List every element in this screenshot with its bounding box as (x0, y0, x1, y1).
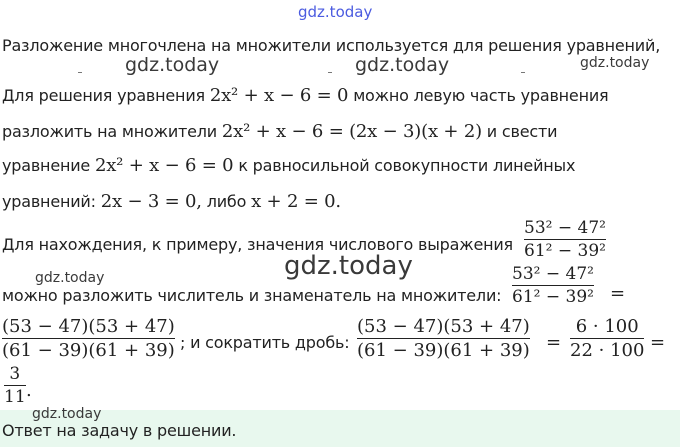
fraction-bar (4, 385, 26, 386)
para1-line2 (2, 85, 608, 106)
fraction-bar (2, 338, 175, 339)
fraction-numerator: 6 · 100 (575, 316, 639, 337)
line3-suffix: и свести (486, 122, 558, 141)
para2-line2: можно разложить числитель и знаменатель на множители: (2, 286, 502, 305)
fraction-result (4, 364, 26, 407)
fraction-bar (524, 239, 606, 240)
equation-5: x + 2 = 0. (251, 191, 341, 212)
fraction-expression-2 (512, 264, 594, 307)
fraction-factored-2 (357, 316, 530, 361)
final-period: . (26, 380, 32, 401)
line3-prefix: разложить на множители (2, 122, 218, 141)
fraction-denominator: 61² − 39² (512, 287, 594, 307)
decor-dash (328, 72, 332, 73)
fraction-numerator: (53 − 47)(53 + 47) (2, 316, 175, 337)
line2-prefix: Для решения уравнения (2, 86, 205, 105)
answer-text: Ответ на задачу в решении. (2, 421, 237, 440)
fraction-denominator: 11 (4, 387, 26, 407)
fraction-numerator: (53 − 47)(53 + 47) (357, 316, 530, 337)
line5-prefix: уравнений: (2, 192, 96, 211)
line4-prefix: уравнение (2, 156, 91, 175)
watermark-5: gdz.today (32, 406, 102, 422)
fraction-bar (570, 338, 644, 339)
para2-line3-text: ; и сократить дробь: (180, 333, 350, 352)
equation-4: 2x − 3 = 0, (100, 191, 202, 212)
equals-sign: = (610, 283, 626, 304)
watermark-top: gdz.today (298, 3, 373, 21)
line4-suffix: к равносильной совокупности линейных (238, 156, 576, 175)
para1-line4 (2, 155, 575, 176)
fraction-numerator: 53² − 47² (524, 218, 606, 238)
decor-dash (78, 72, 82, 73)
equation-2: 2x² + x − 6 = (2x − 3)(x + 2) (221, 121, 482, 142)
watermark-3: gdz.today (580, 55, 650, 71)
line2-suffix: можно левую часть уравнения (353, 86, 609, 105)
para1-line5 (2, 191, 341, 212)
fraction-denominator: 22 · 100 (570, 340, 645, 361)
fraction-numerator: 3 (9, 364, 21, 384)
equation-3: 2x² + x − 6 = 0 (94, 155, 234, 176)
fraction-bar (512, 285, 594, 286)
fraction-denominator: (61 − 39)(61 + 39) (2, 340, 175, 361)
line5-mid: либо (206, 192, 247, 211)
fraction-expression (524, 218, 606, 261)
fraction-simplified (570, 316, 644, 361)
watermark-2: gdz.today (355, 54, 450, 76)
fraction-factored (2, 316, 175, 361)
equation-1: 2x² + x − 6 = 0 (209, 85, 349, 106)
fraction-bar (357, 338, 530, 339)
watermark-4: gdz.today (35, 270, 105, 286)
equals-sign: = (650, 332, 666, 353)
para1-line1: Разложение многочлена на множители используется для решения уравнений, (2, 36, 661, 55)
para1-line3 (2, 121, 557, 142)
equals-sign: = (546, 332, 562, 353)
fraction-denominator: 61² − 39² (524, 241, 606, 261)
decor-dash (521, 72, 525, 73)
watermark-center: gdz.today (284, 251, 413, 281)
watermark-1: gdz.today (125, 54, 220, 76)
fraction-numerator: 53² − 47² (512, 264, 594, 284)
fraction-denominator: (61 − 39)(61 + 39) (357, 340, 530, 361)
para2-line1: Для нахождения, к примеру, значения числового выражения (2, 235, 513, 254)
